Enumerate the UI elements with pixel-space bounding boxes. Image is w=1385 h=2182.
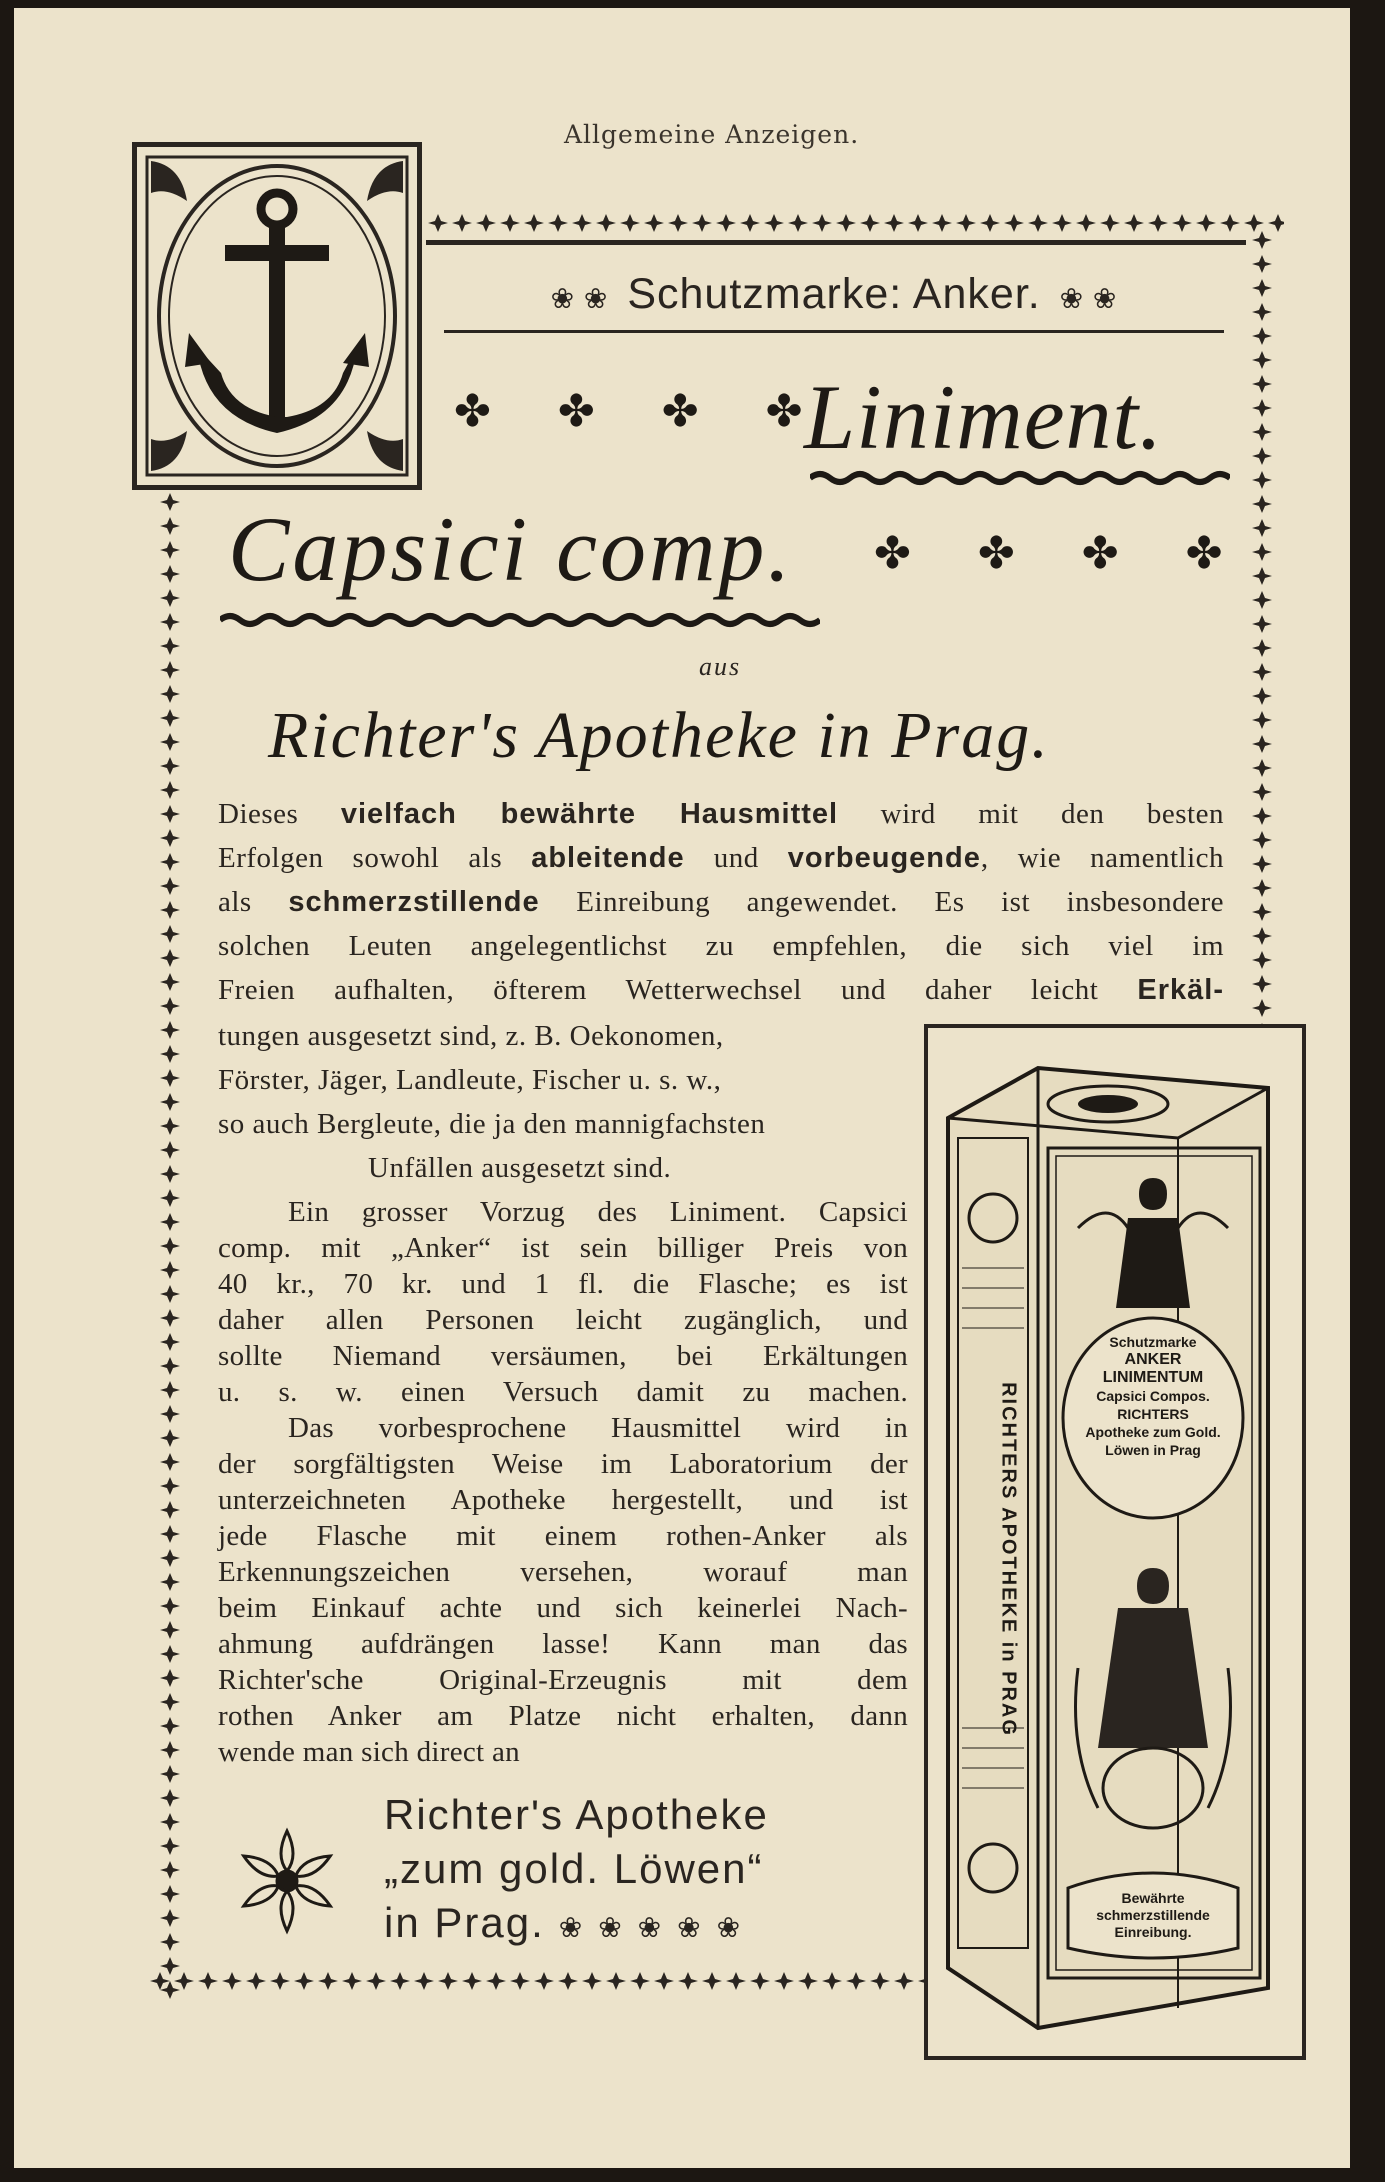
body-text-column [218, 1194, 908, 1770]
package-label: Schutzmarke ANKER LINIMENTUM Capsici Compos. RICHTERS Apotheke zum Gold. Löwen in Prag [1085, 1334, 1221, 1458]
body-line: u. s. w. einen Versuch damit zu machen. [218, 1376, 908, 1408]
body-line: wende man sich direct an [218, 1736, 520, 1768]
trademark-line [444, 270, 1224, 319]
anchor-icon [137, 147, 417, 485]
page-header: Allgemeine Anzeigen. [564, 120, 860, 149]
body-line: so auch Bergleute, die ja den mannigfachsten [218, 1108, 766, 1140]
edelweiss-icon [232, 1826, 342, 1936]
body-line: unterzeichneten Apotheke hergestellt, und ist [218, 1484, 908, 1516]
body-line: der sorgfältigsten Weise im Laboratorium der [218, 1448, 908, 1480]
body-line: Förster, Jäger, Landleute, Fischer u. s. w., [218, 1064, 722, 1096]
maker-heading: Richter's Apotheke in Prag. [268, 699, 1050, 772]
trademark-rule [444, 330, 1224, 333]
body-line: rothen Anker am Platze nicht erhalten, dann [218, 1700, 908, 1732]
body-line: Dieses vielfach bewährte Hausmittel wird mit den besten [218, 798, 1224, 830]
address-line-2: „zum gold. Löwen“ [384, 1845, 764, 1892]
liniment-underline [810, 468, 1230, 488]
flower-ornament-right: ❀ ❀ [1059, 283, 1118, 314]
advertisement-page [14, 8, 1350, 2168]
body-line: beim Einkauf achte und sich keinerlei Nach- [218, 1592, 908, 1624]
product-title-capsici: Capsici comp. [228, 498, 794, 600]
clover-ornaments-1: ✤ ✤ ✤ ✤ [454, 387, 831, 436]
address-line-1: Richter's Apotheke [384, 1791, 769, 1838]
product-title-liniment: Liniment. [804, 366, 1164, 468]
aus-word: aus [699, 652, 742, 681]
anchor-logo [132, 142, 422, 490]
body-text-full-width [218, 792, 1224, 1012]
clover-ornaments-2: ✤ ✤ ✤ ✤ [874, 529, 1251, 578]
bottom-ornament-border [148, 1964, 924, 2000]
body-line: comp. mit „Anker“ ist sein billiger Preis von [218, 1232, 908, 1264]
package-side-text: RICHTERS APOTHEKE in PRAG [997, 1382, 1020, 1737]
body-line: tungen ausgesetzt sind, z. B. Oekonomen, [218, 1020, 724, 1052]
body-line: jede Flasche mit einem rothen-Anker als [218, 1520, 908, 1552]
address-block [384, 1788, 769, 1955]
flower-ornament-left: ❀ ❀ [550, 283, 609, 314]
body-line: 40 kr., 70 kr. und 1 fl. die Flasche; es ist [218, 1268, 908, 1300]
body-line: Freien aufhalten, öfterem Wetterwechsel und daher leicht Erkäl- [218, 974, 1224, 1006]
body-line: Erkennungszeichen versehen, worauf man [218, 1556, 908, 1588]
top-ornament-border [426, 210, 1284, 236]
package-bottom-label: Bewährte schmerzstillende Einreibung. [1096, 1890, 1210, 1940]
body-line: daher allen Personen leicht zugänglich, und [218, 1304, 908, 1336]
body-line: Richter'sche Original-Erzeugnis mit dem [218, 1664, 908, 1696]
body-line: sollte Niemand versäumen, bei Erkältungen [218, 1340, 908, 1372]
body-line: Unfällen ausgesetzt sind. [368, 1152, 672, 1184]
body-text-narrow [218, 1014, 908, 1190]
left-ornament-border [148, 490, 192, 2000]
capsici-underline [220, 610, 820, 630]
frame-top-rule [426, 240, 1246, 245]
flower-ornaments: ❀❀❀❀❀ [558, 1912, 757, 1943]
body-line: Das vorbesprochene Hausmittel wird in [288, 1412, 908, 1444]
body-line: solchen Leuten angelegentlichst zu empfehlen, die sich viel im [218, 930, 1224, 962]
trademark-label: Schutzmarke: Anker. [627, 270, 1041, 318]
body-line: Erfolgen sowohl als ableitende und vorbeugende, wie namentlich [218, 842, 1224, 874]
package-illustration [924, 1024, 1306, 2060]
address-line-3: in Prag. ❀❀❀❀❀ [384, 1899, 757, 1946]
body-line: Ein grosser Vorzug des Liniment. Capsici [288, 1196, 908, 1228]
body-line: ahmung aufdrängen lasse! Kann man das [218, 1628, 908, 1660]
body-line: als schmerzstillende Einreibung angewendet. Es ist insbesondere [218, 886, 1224, 918]
right-ornament-border [1242, 228, 1282, 1028]
